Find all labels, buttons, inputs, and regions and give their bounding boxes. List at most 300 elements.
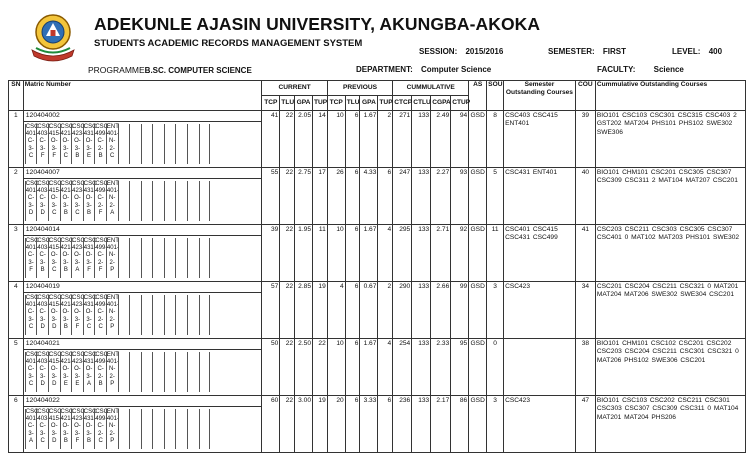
course-code-part: O-3-: [74, 252, 81, 266]
course-grade-cell-empty: [129, 295, 141, 335]
row-matric-cell: [23, 396, 262, 453]
course-code-part: O-3-: [50, 252, 58, 266]
course-code-part: CSC: [72, 409, 85, 415]
course-grade-cell-empty: [187, 181, 199, 221]
current-tcp: 41: [262, 111, 280, 168]
course-code-part: 403-: [37, 131, 50, 138]
row-sou: 3: [487, 282, 504, 339]
course-code-part: 423-: [72, 302, 85, 309]
course-code-part: O-3-: [62, 309, 70, 323]
course-code-part: C-3-: [39, 252, 46, 266]
course-grade-cell-empty: [187, 352, 199, 392]
course-code-part: 499-: [95, 131, 108, 138]
course-grade-cell-empty: [118, 409, 130, 449]
course-grade-cell: [71, 181, 83, 221]
course-code-part: C-3-: [39, 195, 46, 209]
col-previous-gpa: GPA: [360, 96, 378, 111]
course-grade-cell: [94, 181, 106, 221]
course-grade-cell: [60, 124, 72, 164]
previous-gpa: 0.67: [360, 282, 378, 339]
course-grade-cell-empty: [164, 124, 176, 164]
course-grade-cell: [25, 295, 37, 335]
course-code-part: O-3-: [85, 366, 93, 380]
current-tup: 11: [313, 225, 328, 282]
course-grade-cell-empty: [199, 181, 211, 221]
course-grade: A: [29, 437, 34, 444]
table-row: [9, 396, 746, 453]
course-code-part: CSC: [95, 409, 108, 415]
row-sou: 0: [487, 339, 504, 396]
course-code-part: 415-: [48, 302, 61, 309]
course-grade: C: [98, 323, 103, 330]
course-grade-cell: [71, 295, 83, 335]
cumulative-ctcp: 290: [393, 282, 412, 339]
previous-tup: 4: [378, 225, 393, 282]
cumulative-cgpa: 2.17: [431, 396, 451, 453]
course-code-part: 401-: [25, 131, 38, 138]
course-grade: P: [110, 380, 115, 387]
previous-tcp: 4: [327, 282, 345, 339]
course-code-part: O-3-: [50, 195, 58, 209]
course-code-part: 401-: [106, 245, 119, 252]
level-field: [672, 47, 722, 56]
semester-field: [548, 47, 626, 56]
course-code-part: CSC: [48, 295, 62, 301]
course-code-part: C-3-: [27, 366, 35, 380]
col-current-tcp: TCP: [262, 96, 280, 111]
course-grade: C: [98, 437, 103, 444]
course-grade-cell: [94, 238, 106, 278]
course-code-part: N-2-: [109, 252, 116, 266]
faculty-label: FACULTY:: [597, 65, 636, 74]
course-grade-cell: [94, 124, 106, 164]
course-grade: E: [63, 380, 68, 387]
cumulative-ctcp: 236: [393, 396, 412, 453]
course-grade-cell: [94, 409, 106, 449]
course-code-part: O-3-: [74, 366, 81, 380]
previous-tcp: 10: [327, 111, 345, 168]
previous-gpa: 4.33: [360, 168, 378, 225]
course-grade-cell: [106, 238, 118, 278]
course-code-part: 499-: [95, 416, 108, 423]
course-grade: C: [86, 323, 92, 330]
course-grade-cell: [25, 409, 37, 449]
programme-value: B.SC. COMPUTER SCIENCE: [144, 66, 252, 75]
course-code-part: CSC: [25, 238, 39, 244]
course-code-part: 401-: [25, 302, 38, 309]
course-code-part: O-3-: [85, 138, 93, 152]
course-code-part: 401-: [25, 416, 38, 423]
row-cou: 40: [575, 168, 595, 225]
course-code-part: CSC: [25, 124, 39, 130]
row-matric-cell: [23, 168, 262, 225]
course-grade-cell-empty: [164, 238, 176, 278]
previous-gpa: 1.67: [360, 225, 378, 282]
previous-tlu: 6: [345, 168, 360, 225]
cumulative-cgpa: 2.27: [431, 168, 451, 225]
course-grade-cell-empty: [141, 352, 153, 392]
course-grade: F: [98, 209, 103, 216]
course-code-part: CSC: [60, 295, 74, 301]
course-grade-cell-empty: [199, 238, 211, 278]
course-grade-cell: [48, 409, 60, 449]
semester-outstanding-courses: [504, 339, 576, 396]
course-grade: D: [40, 209, 45, 216]
course-code-part: 423-: [72, 188, 85, 195]
cumulative-ctup: 95: [451, 339, 469, 396]
col-cumulative: CUMMULATIVE: [393, 81, 469, 96]
course-grade: B: [63, 266, 68, 273]
semester-label: SEMESTER:: [548, 47, 595, 56]
cumulative-ctup: 86: [451, 396, 469, 453]
course-code-part: O-3-: [50, 366, 58, 380]
course-code-part: ENT: [106, 124, 119, 130]
course-code-part: 403-: [37, 302, 50, 309]
row-as: GSD: [469, 339, 487, 396]
course-code-part: ENT: [106, 295, 119, 301]
course-code-part: 421-: [60, 359, 73, 366]
col-cum-ctup: CTUP: [451, 96, 469, 111]
cumulative-ctcp: 271: [393, 111, 412, 168]
col-current-tlu: TLU: [280, 96, 295, 111]
course-grade: E: [87, 152, 92, 159]
course-code-part: 401-: [106, 302, 119, 309]
cumulative-cgpa: 2.66: [431, 282, 451, 339]
university-crest-icon: [26, 10, 80, 64]
course-grade-cell: [71, 238, 83, 278]
course-grade-cell-empty: [141, 295, 153, 335]
course-code-part: 423-: [72, 359, 85, 366]
course-code-part: C-2-: [97, 309, 104, 323]
course-grade-cell-empty: [187, 238, 199, 278]
current-tcp: 60: [262, 396, 280, 453]
course-grade-cell: [71, 352, 83, 392]
course-grade-cell: [48, 181, 60, 221]
level-label: LEVEL:: [672, 47, 701, 56]
previous-gpa: 1.67: [360, 111, 378, 168]
course-grade-cell: [83, 409, 95, 449]
course-grade: C: [28, 380, 34, 387]
course-code-part: 499-: [95, 188, 108, 195]
course-grade-cell-empty: [118, 238, 130, 278]
course-code-part: C-3-: [27, 252, 35, 266]
course-code-part: 415-: [48, 359, 61, 366]
semester-outstanding-courses: CSC401 CSC415 CSC431 CSC499: [504, 225, 576, 282]
course-code-part: 401-: [25, 359, 38, 366]
course-code-part: 421-: [60, 188, 73, 195]
course-grade-cell: [36, 124, 51, 164]
cumulative-ctup: 93: [451, 168, 469, 225]
course-code-part: CSC: [48, 181, 62, 187]
course-code-part: CSC: [37, 295, 51, 301]
course-code-part: O-3-: [62, 195, 70, 209]
course-code-part: N-2-: [109, 366, 116, 380]
course-code-part: N-2-: [109, 309, 116, 323]
course-code-part: 431-: [83, 416, 96, 423]
current-tlu: 22: [280, 396, 295, 453]
course-grade-cell: [71, 124, 83, 164]
course-grade-cell-empty: [129, 124, 141, 164]
cumulative-ctlu: 133: [412, 396, 431, 453]
faculty-field: [597, 65, 684, 74]
course-grade: B: [63, 437, 68, 444]
course-grade: C: [52, 209, 57, 216]
current-tup: 19: [313, 396, 328, 453]
row-as: GSD: [469, 225, 487, 282]
course-grade-cell: [48, 352, 60, 392]
course-code-part: 431-: [83, 188, 96, 195]
course-code-part: CSC: [95, 352, 108, 358]
row-cou: 34: [575, 282, 595, 339]
course-code-part: CSC: [95, 238, 108, 244]
course-code-part: CSC: [25, 295, 39, 301]
course-code-part: CSC: [60, 124, 74, 130]
course-code-part: C-3-: [27, 138, 35, 152]
row-as: GSD: [469, 168, 487, 225]
course-grade-cell: [25, 124, 37, 164]
course-grade-cell-empty: [175, 124, 187, 164]
course-code-part: ENT: [106, 409, 119, 415]
previous-tup: 4: [378, 339, 393, 396]
level-value: 400: [708, 47, 723, 56]
course-grade-cell: [48, 238, 60, 278]
course-code-part: CSC: [83, 181, 97, 187]
row-sou: 5: [487, 168, 504, 225]
course-code-part: 499-: [95, 302, 108, 309]
cumulative-cgpa: 2.49: [431, 111, 451, 168]
course-code-part: ENT: [106, 181, 119, 187]
current-tup: 19: [313, 282, 328, 339]
course-code-part: O-3-: [85, 252, 93, 266]
matric-number: 120404007: [24, 168, 262, 179]
current-tup: 14: [313, 111, 328, 168]
course-grade: A: [75, 266, 80, 273]
course-grade-cell: [36, 295, 51, 335]
results-table: [8, 80, 746, 453]
previous-tcp: 10: [327, 339, 345, 396]
course-grades-grid: [24, 236, 262, 278]
course-grade-cell-empty: [141, 124, 153, 164]
current-tcp: 55: [262, 168, 280, 225]
row-sou: 11: [487, 225, 504, 282]
current-gpa: 2.05: [295, 111, 313, 168]
course-grade-cell: [48, 124, 60, 164]
row-sn: 4: [9, 282, 24, 339]
course-grade-cell-empty: [152, 409, 164, 449]
course-code-part: N-2-: [109, 195, 116, 209]
course-code-part: CSC: [72, 295, 85, 301]
faculty-value: Science: [653, 65, 684, 74]
course-grade: B: [98, 152, 103, 159]
course-grade-cell: [60, 181, 72, 221]
semester-outstanding-courses: CSC423: [504, 396, 576, 453]
current-tlu: 22: [280, 339, 295, 396]
row-sou: 8: [487, 111, 504, 168]
course-code-part: 403-: [37, 245, 50, 252]
course-code-part: 499-: [95, 245, 108, 252]
row-sn: 2: [9, 168, 24, 225]
course-grade-cell-empty: [129, 409, 141, 449]
col-previous-tlu: TLU: [345, 96, 360, 111]
course-code-part: CSC: [37, 181, 51, 187]
course-grade: A: [87, 380, 92, 387]
course-grade-cell-empty: [199, 409, 211, 449]
course-code-part: CSC: [83, 238, 97, 244]
course-code-part: O-3-: [74, 309, 81, 323]
header-row-groups: [9, 81, 746, 96]
course-grade-cell: [83, 238, 95, 278]
course-grade-cell: [36, 181, 51, 221]
course-code-part: 431-: [83, 131, 96, 138]
course-grade-cell-empty: [164, 352, 176, 392]
semester-outstanding-courses: CSC403 CSC415 ENT401: [504, 111, 576, 168]
course-grade-cell: [71, 409, 83, 449]
course-code-part: CSC: [72, 238, 85, 244]
course-grade-cell: [106, 295, 118, 335]
course-grade: B: [63, 209, 68, 216]
course-code-part: 421-: [60, 245, 73, 252]
course-grade-cell: [83, 352, 95, 392]
course-grade: C: [75, 209, 80, 216]
table-row: [9, 111, 746, 168]
row-matric-cell: [23, 282, 262, 339]
current-tcp: 39: [262, 225, 280, 282]
course-code-part: O-3-: [85, 423, 93, 437]
results-body: [9, 111, 746, 453]
course-code-part: O-3-: [50, 138, 58, 152]
course-grade-cell-empty: [164, 295, 176, 335]
col-previous: PREVIOUS: [327, 81, 392, 96]
course-grade: F: [75, 323, 80, 330]
course-grade-cell: [106, 181, 118, 221]
result-sheet: [8, 4, 746, 459]
col-cum-ctlu: CTLU: [412, 96, 431, 111]
previous-tlu: 6: [345, 339, 360, 396]
course-code-part: CSC: [48, 352, 62, 358]
current-tcp: 50: [262, 339, 280, 396]
course-grade: D: [52, 380, 57, 387]
session-value: 2015/2016: [465, 47, 504, 56]
row-cou: 39: [575, 111, 595, 168]
course-grade: C: [110, 152, 115, 159]
course-code-part: 403-: [37, 416, 50, 423]
course-code-part: CSC: [48, 124, 62, 130]
course-code-part: CSC: [72, 181, 85, 187]
session-label: SESSION:: [419, 47, 458, 56]
course-grade-cell-empty: [175, 352, 187, 392]
course-grade-cell-empty: [199, 124, 211, 164]
course-code-part: 403-: [37, 359, 50, 366]
row-as: GSD: [469, 282, 487, 339]
course-grade-cell-empty: [129, 181, 141, 221]
course-code-part: CSC: [72, 352, 85, 358]
previous-gpa: 1.67: [360, 339, 378, 396]
col-semester-outstanding: Semester Outstanding Courses: [504, 81, 576, 111]
cumulative-outstanding-courses: BIO101 CSC103 CSC301 CSC315 CSC403 2 GST202 MAT204 PHS101 PHS102 SWE302 SWE306: [595, 111, 745, 168]
course-grade: P: [110, 323, 115, 330]
course-code-part: CSC: [95, 124, 108, 130]
course-grade-cell: [94, 295, 106, 335]
current-gpa: 3.00: [295, 396, 313, 453]
cumulative-ctcp: 295: [393, 225, 412, 282]
row-as: GSD: [469, 396, 487, 453]
course-grade-cell-empty: [141, 409, 153, 449]
course-grade-cell: [48, 295, 60, 335]
course-code-part: C-2-: [97, 138, 104, 152]
course-grade-cell-empty: [118, 352, 130, 392]
course-code-part: O-3-: [62, 138, 70, 152]
course-code-part: O-3-: [74, 195, 81, 209]
course-code-part: O-3-: [50, 423, 58, 437]
col-sn: SN: [9, 81, 24, 111]
course-grade: A: [110, 209, 115, 216]
matric-number: 120404014: [24, 225, 262, 236]
course-grade-cell: [60, 238, 72, 278]
course-grade-cell-empty: [164, 409, 176, 449]
row-sn: 5: [9, 339, 24, 396]
course-code-part: 431-: [83, 245, 96, 252]
table-row: [9, 225, 746, 282]
course-grade: C: [28, 323, 34, 330]
course-code-part: CSC: [60, 181, 74, 187]
course-grade: C: [63, 152, 69, 159]
col-cumulative-outstanding: Cummulative Outstanding Courses: [595, 81, 745, 111]
course-code-part: O-3-: [50, 309, 58, 323]
cumulative-ctcp: 254: [393, 339, 412, 396]
university-name: ADEKUNLE AJASIN UNIVERSITY, AKUNGBA-AKOKA: [94, 14, 541, 34]
course-code-part: 421-: [60, 302, 73, 309]
course-code-part: ENT: [106, 238, 119, 244]
course-code-part: 499-: [95, 359, 108, 366]
course-grade: C: [40, 437, 45, 444]
course-code-part: 401-: [25, 188, 38, 195]
course-grade: F: [40, 152, 45, 159]
cumulative-outstanding-courses: CSC203 CSC211 CSC303 CSC305 CSC307 CSC401 0 MAT102 MAT203 PHS101 SWE302: [595, 225, 745, 282]
cumulative-cgpa: 2.71: [431, 225, 451, 282]
row-sn: 1: [9, 111, 24, 168]
course-code-part: O-3-: [74, 138, 81, 152]
course-grade-cell-empty: [118, 295, 130, 335]
course-grade: D: [40, 380, 45, 387]
course-code-part: CSC: [37, 238, 51, 244]
previous-tcp: 26: [327, 168, 345, 225]
course-grade: D: [28, 209, 34, 216]
previous-tlu: 6: [345, 225, 360, 282]
row-sou: 3: [487, 396, 504, 453]
course-grade: F: [29, 266, 33, 273]
course-grade-cell: [36, 409, 51, 449]
row-as: GSD: [469, 111, 487, 168]
previous-tlu: 6: [345, 396, 360, 453]
course-grade-cell-empty: [175, 409, 187, 449]
course-code-part: 421-: [60, 131, 73, 138]
programme-label: PROGRAMME: [88, 65, 145, 75]
table-row: [9, 282, 746, 339]
course-code-part: 401-: [106, 131, 119, 138]
course-grade: F: [98, 266, 103, 273]
table-row: [9, 168, 746, 225]
course-code-part: CSC: [83, 295, 97, 301]
course-grade: F: [52, 152, 57, 159]
cumulative-ctlu: 133: [412, 339, 431, 396]
course-grade-cell: [36, 352, 51, 392]
cumulative-outstanding-courses: BIO101 CHM101 CSC102 CSC201 CSC202 CSC203 CSC204 CSC211 CSC301 CSC321 0 MAT206 PHS102 SWE306 CSC201: [595, 339, 745, 396]
previous-gpa: 3.33: [360, 396, 378, 453]
cumulative-ctlu: 133: [412, 225, 431, 282]
course-grade-cell: [106, 124, 118, 164]
course-grade: C: [52, 266, 57, 273]
course-grade-cell-empty: [152, 124, 164, 164]
